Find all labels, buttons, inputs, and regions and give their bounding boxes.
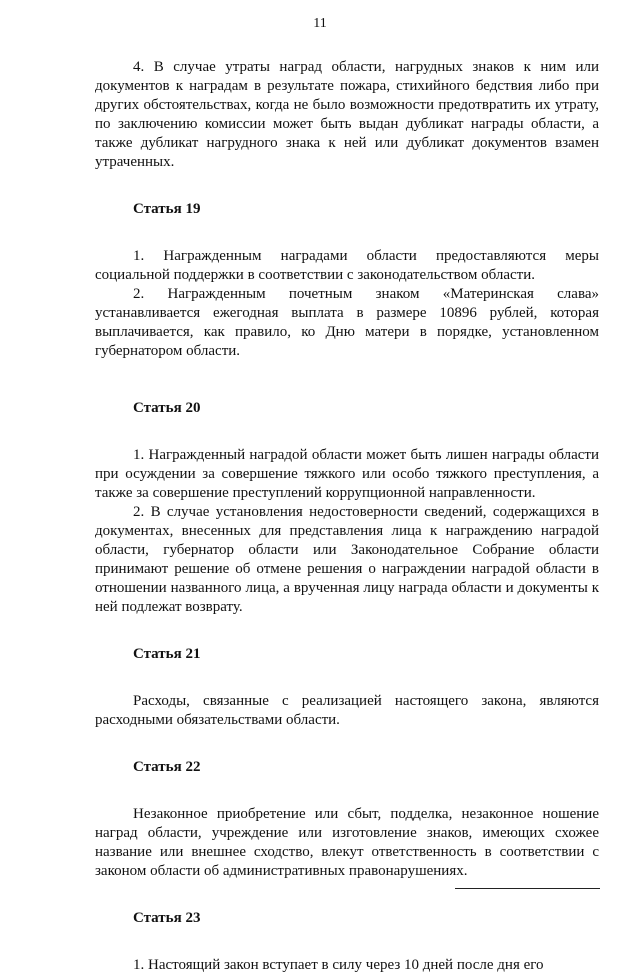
article-21-paragraph-1: Расходы, связанные с реализацией настоящего закона, являются расходными обязательствами области. (95, 693, 599, 728)
article-23-paragraph-1: 1. Настоящий закон вступает в силу через 10 дней после дня его (133, 957, 544, 973)
article-22-paragraph-1: Незаконное приобретение или сбыт, подделка, незаконное ношение наград области, учреждение или изготовление знаков, имеющих схожее название или внешнее сходство, влекут ответственность в соответствии с законом области об административных правонарушениях. (95, 806, 599, 879)
article-21-heading: Статья 21 (133, 646, 201, 662)
article-19-paragraph-1: 1. Награжденным наградами области предоставляются меры социальной поддержки в соответствии с законодательством области. (95, 248, 599, 283)
footer-rule (455, 888, 600, 889)
article-20-paragraph-1: 1. Награжденный наградой области может быть лишен награды области при осуждении за совершение тяжкого или особо тяжкого преступления, а также за совершение преступлений коррупционной направленности. (95, 447, 599, 501)
page-number: 11 (313, 16, 327, 31)
article-19-heading: Статья 19 (133, 201, 201, 217)
article-19-paragraph-2: 2. Награжденным почетным знаком «Материнская слава» устанавливается ежегодная выплата в размере 10896 рублей, которая выплачивается, как правило, ко Дню матери в порядке, установленном губернатором области. (95, 286, 599, 359)
article-20-paragraph-2: 2. В случае установления недостоверности сведений, содержащихся в документах, внесенных для представления лица к награждению наградой области, губернатор области или Законодательное Собрание области принимают решение об отмене решения о награждении наградой области в отношении названного лица, а врученная лицу награда области и документы к ней подлежат возврату. (95, 504, 599, 615)
document-body (95, 58, 599, 975)
article-23-heading: Статья 23 (133, 910, 201, 926)
article-22-heading: Статья 22 (133, 759, 201, 775)
paragraph-duplicate-awards: 4. В случае утраты наград области, нагрудных знаков к ним или документов к наградам в результате пожара, стихийного бедствия либо при других обстоятельствах, когда не было возможности предотвратить их утрату, по заключению комиссии может быть выдан дубликат награды области, а также дубликат нагрудного знака к ней или дубликат документов взамен утраченных. (95, 59, 599, 170)
article-20-heading: Статья 20 (133, 400, 201, 416)
